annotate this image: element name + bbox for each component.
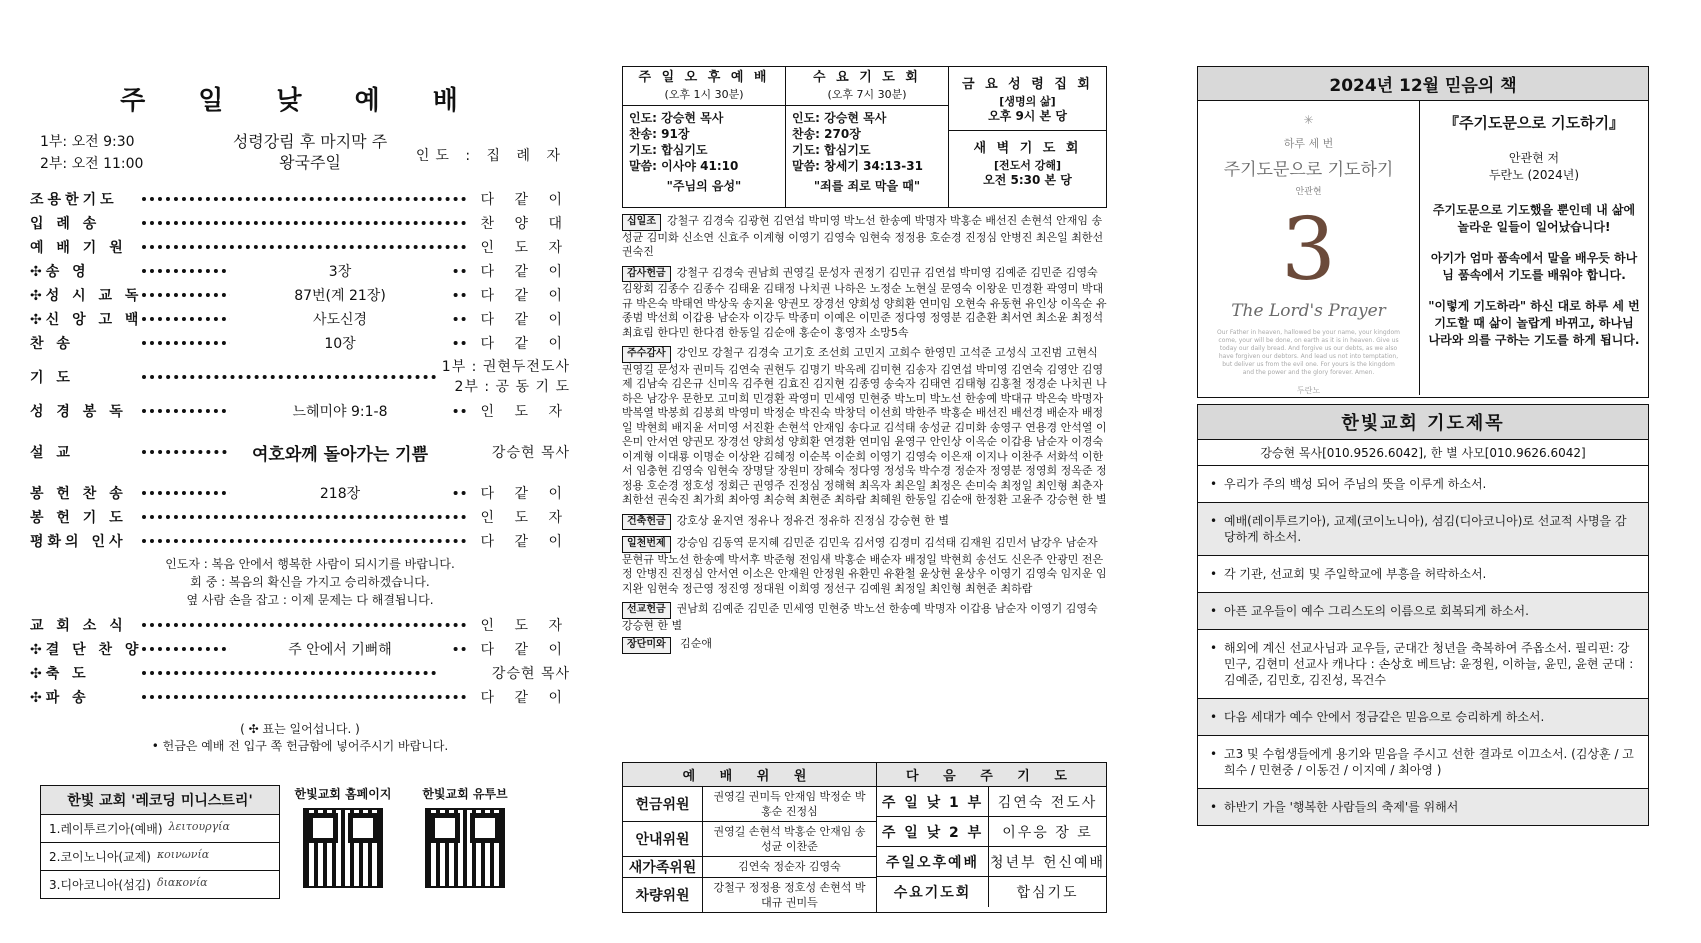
cover-series: 하루 세 번 bbox=[1283, 137, 1334, 150]
order-row-dismiss bbox=[30, 685, 570, 709]
ministry-items bbox=[41, 815, 279, 898]
next-value: 김연숙 전도사 bbox=[997, 794, 1098, 811]
sunday-afternoon-header bbox=[623, 67, 785, 106]
preacher: 강승현 목사 bbox=[491, 445, 570, 461]
order-row bbox=[30, 505, 570, 529]
order-right: 다 같 이 bbox=[480, 264, 570, 280]
peace-greeting bbox=[50, 555, 570, 609]
duty-tables bbox=[622, 762, 1107, 913]
wednesday-details bbox=[786, 106, 948, 198]
detail-leader: 인도: 강승현 목사 bbox=[792, 111, 887, 125]
order-label: 봉 헌 기 도 bbox=[30, 510, 127, 526]
dotted-leader bbox=[142, 245, 466, 249]
dotted-leader bbox=[142, 695, 466, 699]
peace-line-3: 옆 사람 손을 잡고 : 이제 문제는 다 해결됩니다. bbox=[186, 593, 434, 607]
book-description-3: "이렇게 기도하라" 하신 대로 하루 세 번 기도할 때 삶이 놀랍게 바뀌고, 하나님 나라와 의를 구하는 기도를 하게 됩니다. bbox=[1428, 299, 1640, 347]
offering-tag: 십일조 bbox=[622, 214, 661, 231]
offering-names: 강승임 김동역 문지혜 김민준 김민욱 김서영 김경미 김석태 김재원 김민서 남강우 남순자 문현규 박노선 한송예 박서후 박준형 전임새 박홍순 배순자 배정일 박현희 송선도 신은주 안광민 전은정 안병진 진정심 안서연 이소은 안재원 안정원 유환민 유환철 윤상현 윤상우 이영기 김영숙 임지운 임지완 임현숙 정근영 정진영 정대원 이희영 정선구 김예원 최정일 최인형 최현준 최하람 bbox=[622, 536, 1107, 595]
friday-dawn-meetings bbox=[949, 67, 1106, 207]
duty-row bbox=[623, 857, 876, 878]
next-week-prayer-table bbox=[877, 762, 1107, 913]
worship-title: 주 일 낮 예 배 bbox=[120, 86, 480, 116]
order-label: ✣파 송 bbox=[30, 690, 90, 706]
prayer-leader-1: 1부 : 권현두전도사 bbox=[441, 359, 570, 375]
order-row bbox=[30, 211, 570, 235]
order-row-scripture bbox=[30, 399, 570, 423]
dawn-time: 오전 5:30 본 당 bbox=[983, 173, 1072, 187]
offering-tag: 일천번제 bbox=[622, 536, 671, 553]
service-leader: 인도 : 집 례 자 bbox=[415, 148, 566, 164]
prayer-item: • 해외에 계신 선교사님과 교우들, 군대간 청년을 축복하여 주옵소서. 필리핀: 강민구, 김현미 선교사 캐나다 : 손상호 베트남: 윤정원, 이하늘, 윤민, 윤현 군대 : 김예준, 김민호, 김진성, 목건수 bbox=[1198, 630, 1648, 699]
offering-section bbox=[622, 536, 1107, 596]
offering-names: 김순애 bbox=[680, 637, 713, 650]
qr-code-icon[interactable] bbox=[303, 808, 383, 888]
prayer-item: • 우리가 주의 백성 되어 주님의 뜻을 이루게 하소서. bbox=[1198, 466, 1648, 503]
order-label: 기 도 bbox=[30, 370, 74, 386]
next-rows bbox=[877, 787, 1106, 907]
notes bbox=[30, 721, 570, 755]
qr-code-icon[interactable] bbox=[425, 808, 505, 888]
order-label: 예 배 기 원 bbox=[30, 240, 127, 256]
order-label: ✣성 시 교 독 bbox=[30, 288, 143, 304]
offering-section bbox=[622, 602, 1107, 633]
duty-row bbox=[623, 878, 876, 912]
cover-title: 주기도문으로 기도하기 bbox=[1223, 160, 1394, 180]
offering-tag: 건축헌금 bbox=[622, 514, 671, 531]
scripture-reference: 느헤미야 9:1-8 bbox=[230, 401, 450, 421]
order-row-blessing bbox=[30, 661, 570, 685]
cover-english-title: The Lord's Prayer bbox=[1231, 301, 1386, 321]
service-times bbox=[30, 131, 570, 175]
youtube-qr[interactable] bbox=[410, 785, 520, 888]
order-list-3 bbox=[30, 613, 570, 661]
order-label: 조용한기도 bbox=[30, 192, 118, 208]
ministry-item bbox=[41, 843, 279, 871]
detail-hymn: 찬송: 91장 bbox=[629, 127, 690, 141]
next-label: 주 일 낮 1 부 bbox=[877, 787, 989, 816]
order-right: 다 같 이 bbox=[480, 336, 570, 352]
next-value: 청년부 헌신예배 bbox=[989, 854, 1106, 871]
dotted-leader bbox=[142, 515, 466, 519]
next-value: 이우응 장 로 bbox=[1002, 824, 1093, 841]
ministry-item bbox=[41, 871, 279, 898]
order-right: 인 도 자 bbox=[480, 618, 570, 634]
next-label: 주 일 낮 2 부 bbox=[877, 817, 989, 846]
order-row bbox=[30, 235, 570, 259]
cover-author: 안관현 bbox=[1295, 187, 1322, 197]
sunday-afternoon-service bbox=[623, 67, 786, 207]
worship-committee-title: 예 배 위 원 bbox=[623, 763, 876, 787]
offering-names: 강철구 김경숙 김광현 김연섭 박미영 박노선 한송예 박명자 박홍순 배선진 손현석 안재임 송성균 김미화 신소연 신효주 이계형 이영기 김영숙 임현숙 정정용 호순경 진정심 안병진 최은일 최한선 권숙진 bbox=[622, 214, 1104, 258]
next-label: 수요기도회 bbox=[877, 877, 989, 907]
offering-names: 강인모 강철구 김경숙 고기호 조선희 고민지 고희수 한영민 고석준 고성식 고진범 고현식 권영길 문성자 권미득 김연숙 권현두 김명기 박옥례 김미현 김송자 김연섭 박미영 김연숙 김영안 김영제 김남숙 김은규 신미옥 김주현 김효진 김지현 김종영 송숙자 김태연 김태형 김홍철 정경순 나치권 나하은 남강우 문한모 고미희 민경환 곽영미 민세영 민현중 박노미 박노선 한송예 박대규 박은숙 박명자 박복열 박봉희 김봉희 박영미 박정순 박진숙 박창덕 이선희 박한주 박홍순 배선진 배선경 배순자 배정일 박현희 배지윤 서미영 서진환 손현석 안재임 송다교 김석태 송성균 김미화 송영구 연용경 안석열 이은미 안서연 양권모 장경선 양희성 양희환 연경환 연미임 윤영구 안인상 이옥순 이갑용 남순자 이경숙 이계형 이대룡 이명순 이상완 김혜정 이순복 이순희 이영기 김영숙 이은재 이지나 이찬주 서화석 이한서 임충현 김영숙 임현숙 장명달 장원미 장혜숙 정다영 정성욱 박수경 정순자 정영분 정영희 정옥준 정정용 호순경 정호성 정회근 권영주 진정심 정해혁 최옥자 최은일 최정은 손미숙 최정일 최인형 최춘자 최한선 권숙진 최가희 최아영 최승혁 최현준 최하람 최혜원 한동일 김순애 한정환 고윤주 강승현 한 별 bbox=[622, 346, 1107, 506]
duty-label: 헌금위원 bbox=[623, 787, 703, 821]
ministry-greek: διακονία bbox=[156, 876, 208, 889]
next-week-title: 다 음 주 기 도 bbox=[877, 763, 1106, 787]
order-row bbox=[30, 637, 570, 661]
order-detail: 사도신경 bbox=[230, 309, 450, 329]
ministry-label: 2.코이노니아(교제) bbox=[49, 850, 151, 864]
service-time-1: 1부: 오전 9:30 bbox=[40, 134, 135, 150]
prayer-leader-2: 2부 : 공 동 기 도 bbox=[454, 379, 570, 395]
order-right: 다 같 이 bbox=[480, 690, 570, 706]
order-label: ✣송 영 bbox=[30, 264, 90, 280]
pastor-contact: 강승현 목사[010.9526.6042], 한 별 사모[010.9626.6042] bbox=[1198, 439, 1648, 466]
sunday-afternoon-details bbox=[623, 106, 785, 198]
order-label: 교 회 소 식 bbox=[30, 618, 127, 634]
order-row bbox=[30, 187, 570, 211]
order-right: 다 같 이 bbox=[480, 642, 570, 658]
order-row bbox=[30, 259, 570, 283]
order-label: 봉 헌 찬 송 bbox=[30, 486, 127, 502]
friday-subtitle: [생명의 삶] bbox=[999, 95, 1056, 108]
sunday-theme-line1: 성령강림 후 마지막 주 bbox=[232, 132, 388, 151]
next-row bbox=[877, 847, 1106, 877]
order-right: 다 같 이 bbox=[480, 312, 570, 328]
order-label: ✣결 단 찬 양 bbox=[30, 642, 143, 658]
order-row bbox=[30, 331, 570, 355]
offering-tag: 감사헌금 bbox=[622, 266, 671, 283]
order-detail: 218장 bbox=[230, 483, 450, 503]
order-right: 찬 양 대 bbox=[480, 216, 570, 232]
detail-leader: 인도: 강승현 목사 bbox=[629, 111, 724, 125]
ministry-label: 1.레이투르기아(예배) bbox=[49, 822, 163, 836]
book-description-2: 아기가 엄마 품속에서 말을 배우듯 하나님 품속에서 기도를 배워야 합니다. bbox=[1430, 251, 1638, 282]
order-list-2 bbox=[30, 481, 570, 553]
order-detail: 주 안에서 기뻐해 bbox=[230, 639, 450, 659]
cover-publisher: 두란노 bbox=[1296, 386, 1321, 395]
sunday-afternoon-time: (오후 1시 30분) bbox=[664, 88, 744, 101]
order-label: 찬 송 bbox=[30, 336, 74, 352]
dawn-subtitle: [전도서 강해] bbox=[993, 159, 1061, 172]
order-detail: 10장 bbox=[230, 333, 450, 353]
sunday-afternoon-title: 주 일 오 후 예 배 bbox=[638, 70, 770, 85]
standing-note: ( ✣ 표는 일어섭니다. ) bbox=[240, 722, 360, 736]
sunday-theme bbox=[215, 131, 405, 173]
dotted-leader bbox=[142, 221, 466, 225]
ministry-item bbox=[41, 815, 279, 843]
order-label: 성 경 봉 독 bbox=[30, 404, 127, 420]
offering-section bbox=[622, 346, 1107, 508]
prayer-title: 한빛교회 기도제목 bbox=[1198, 405, 1648, 439]
offering-names: 권남희 김예준 김민준 민세영 민현중 박노선 한송예 박명자 이갑용 남순자 이영기 김영숙 강승현 한 별 bbox=[622, 602, 1098, 632]
offering-section bbox=[622, 514, 1107, 531]
book-title: 『주기도문으로 기도하기』 bbox=[1443, 114, 1625, 132]
order-row-sermon bbox=[30, 423, 570, 481]
detail-hymn: 찬송: 270장 bbox=[792, 127, 861, 141]
homepage-qr-label: 한빛교회 홈페이지 bbox=[294, 787, 392, 801]
service-time-2: 2부: 오전 11:00 bbox=[40, 156, 144, 172]
order-detail: 87번(계 21장) bbox=[230, 285, 450, 305]
duty-label: 차량위원 bbox=[623, 878, 703, 912]
order-right: 인 도 자 bbox=[480, 404, 570, 420]
dotted-leader bbox=[142, 671, 436, 675]
detail-scripture: 말씀: 이사야 41:10 bbox=[629, 159, 739, 173]
worship-committee-table bbox=[622, 762, 877, 913]
order-row bbox=[30, 613, 570, 637]
book-publisher: 두란노 (2024년) bbox=[1488, 168, 1580, 182]
duty-rows bbox=[623, 787, 876, 912]
sparkle-icon: ✳ bbox=[1303, 113, 1314, 127]
cover-prayer-text: Our Father in heaven, hallowed be your name, your kingdom come, your will be done, on earth as it is in heaven. Give us today our daily bread. And forgive us our debts, as we also have forgiven our debtors. And lead us not into temptation, but deliver us from the evil one. For yours is the kingdom and the power and the glory forever. Amen. bbox=[1216, 329, 1400, 376]
prayer-topics bbox=[1197, 404, 1649, 826]
recording-ministry-box bbox=[40, 785, 280, 899]
offering-section bbox=[622, 214, 1107, 260]
duty-label: 안내위원 bbox=[623, 822, 703, 856]
duty-row bbox=[623, 787, 876, 822]
dotted-leader bbox=[142, 539, 466, 543]
wednesday-title: 수 요 기 도 회 bbox=[813, 70, 921, 85]
prayer-item: • 고3 및 수험생들에게 용기와 믿음을 주시고 선한 결과로 이끄소서. (김상훈 / 고희수 / 민현중 / 이동건 / 이지예 / 최아영 ) bbox=[1198, 736, 1648, 789]
order-right: 강승현 목사 bbox=[491, 666, 570, 682]
book-info bbox=[1420, 101, 1648, 395]
dotted-leader bbox=[142, 623, 466, 627]
detail-prayer: 기도: 합심기도 bbox=[792, 143, 871, 157]
prayer-leaders bbox=[440, 357, 570, 397]
detail-scripture: 말씀: 창세기 34:13-31 bbox=[792, 159, 923, 173]
order-label: ✣신 앙 고 백 bbox=[30, 312, 143, 328]
next-row bbox=[877, 817, 1106, 847]
book-prayer-column bbox=[1197, 66, 1649, 826]
next-row bbox=[877, 787, 1106, 817]
meetings-offerings-column bbox=[622, 66, 1107, 916]
order-list bbox=[30, 187, 570, 355]
homepage-qr[interactable] bbox=[288, 785, 398, 888]
order-right: 다 같 이 bbox=[480, 534, 570, 550]
divider bbox=[949, 130, 1106, 131]
duty-names: 권영길 손현석 박홍순 안재임 송성균 이찬준 bbox=[713, 825, 866, 853]
next-row bbox=[877, 877, 1106, 907]
order-row bbox=[30, 481, 570, 505]
book-author: 안관현 저 bbox=[1508, 151, 1560, 165]
prayer-items bbox=[1198, 466, 1648, 825]
next-label: 주일오후예배 bbox=[877, 847, 989, 876]
order-label: 설 교 bbox=[30, 445, 74, 461]
duty-label: 새가족위원 bbox=[623, 857, 703, 877]
order-right: 다 같 이 bbox=[480, 486, 570, 502]
wednesday-prayer-meeting bbox=[786, 67, 949, 207]
friday-title: 금 요 성 령 집 회 bbox=[962, 77, 1093, 92]
ministry-label: 3.디아코니아(섬김) bbox=[49, 878, 151, 892]
offering-lists bbox=[622, 214, 1107, 633]
next-value: 합심기도 bbox=[1016, 885, 1079, 901]
order-right: 다 같 이 bbox=[480, 192, 570, 208]
offering-tag: 장단미와 bbox=[622, 637, 671, 654]
prayer-item: • 아픈 교우들이 예수 그리스도의 이름으로 회복되게 하소서. bbox=[1198, 593, 1648, 630]
ministry-greek: κοινωνία bbox=[156, 848, 210, 861]
offering-tag: 선교헌금 bbox=[622, 602, 671, 619]
order-right: 다 같 이 bbox=[480, 288, 570, 304]
book-of-month bbox=[1197, 66, 1649, 398]
offering-note: • 헌금은 예배 전 입구 쪽 헌금함에 넣어주시기 바랍니다. bbox=[151, 739, 449, 753]
order-row bbox=[30, 283, 570, 307]
friday-time: 오후 9시 본 당 bbox=[988, 109, 1067, 123]
order-right: 인 도 자 bbox=[480, 240, 570, 256]
duty-names: 김연숙 정순자 김영숙 bbox=[738, 860, 841, 873]
prayer-item: • 예배(레이투르기아), 교제(코이노니아), 섬김(디아코니아)로 선교적 사명을 감당하게 하소서. bbox=[1198, 503, 1648, 556]
sunday-theme-line2: 왕국주일 bbox=[279, 153, 341, 172]
order-row bbox=[30, 529, 570, 553]
peace-line-1: 인도자 : 복음 안에서 행복한 사람이 되시기를 바랍니다. bbox=[165, 557, 455, 571]
wednesday-header bbox=[786, 67, 948, 106]
dotted-leader bbox=[142, 375, 436, 379]
order-label: 입 례 송 bbox=[30, 216, 101, 232]
ministry-title: 한빛 교회 '레코딩 미니스트리' bbox=[41, 786, 279, 815]
order-row bbox=[30, 307, 570, 331]
offering-section bbox=[622, 266, 1107, 341]
dotted-leader bbox=[142, 197, 466, 201]
sermon-title: "주님의 음성" bbox=[666, 179, 742, 193]
order-label: ✣축 도 bbox=[30, 666, 90, 682]
order-label: 평화의 인사 bbox=[30, 534, 127, 550]
order-right: 인 도 자 bbox=[480, 510, 570, 526]
ministry-greek: λειτουργία bbox=[168, 820, 230, 833]
book-header: 2024년 12월 믿음의 책 bbox=[1198, 67, 1648, 101]
detail-prayer: 기도: 합심기도 bbox=[629, 143, 708, 157]
offering-section-special bbox=[622, 637, 1107, 654]
book-body bbox=[1198, 101, 1648, 395]
peace-line-2: 회 중 : 복음의 확신을 가지고 승리하겠습니다. bbox=[190, 575, 430, 589]
order-detail: 3장 bbox=[230, 261, 450, 281]
book-cover-image bbox=[1198, 101, 1420, 395]
wednesday-time: (오후 7시 30분) bbox=[827, 88, 907, 101]
book-description-1: 주기도문으로 기도했을 뿐인데 내 삶에 놀라운 일들이 일어났습니다! bbox=[1432, 203, 1636, 234]
youtube-qr-label: 한빛교회 유투브 bbox=[422, 787, 508, 801]
offering-tag: 주수감사 bbox=[622, 346, 671, 363]
sermon-title: "죄를 죄로 막을 때" bbox=[813, 179, 921, 193]
cover-number: 3 bbox=[1281, 200, 1336, 300]
worship-order-column bbox=[30, 70, 570, 910]
prayer-item: • 각 기관, 선교회 및 주일학교에 부흥을 허락하소서. bbox=[1198, 556, 1648, 593]
meeting-schedule bbox=[622, 66, 1107, 208]
offering-names: 강호상 윤지연 정유나 정유건 정유하 진정심 강승현 한 별 bbox=[676, 513, 950, 527]
duty-row bbox=[623, 822, 876, 857]
offering-names: 강철구 김경숙 권남희 권영길 문성자 권정기 김민규 김연섭 박미영 김예준 김민준 김영숙 김왕회 김종수 김종수 김태윤 김태정 나치권 나하은 노정순 노현실 문영숙 이왕운 민경환 곽영미 박대규 박은숙 박태연 박상욱 송지윤 양권모 장경선 양희성 양희환 연미임 오현숙 유동현 유인상 이옥순 유종범 박선희 이갑용 남순자 이강두 박종미 이예은 이민준 정다영 정영분 김춘환 최서연 최소윤 최정석 최효림 한다민 한다겸 한동일 김순애 홍순이 홍영자 소망5속 bbox=[622, 265, 1107, 339]
sermon-title: 여호와께 돌아가는 기쁨 bbox=[230, 440, 450, 465]
order-row-prayer bbox=[30, 355, 570, 399]
dawn-title: 새 벽 기 도 회 bbox=[973, 141, 1082, 156]
prayer-item: • 다음 세대가 예수 안에서 정금같은 믿음으로 승리하게 하소서. bbox=[1198, 699, 1648, 736]
duty-names: 강철구 정정용 정호성 손현석 박대규 권미득 bbox=[713, 881, 866, 909]
prayer-item: • 하반기 가을 '행복한 사람들의 축제'를 위해서 bbox=[1198, 789, 1648, 825]
duty-names: 권영길 권미득 안재임 박정순 박홍순 진정심 bbox=[713, 790, 866, 818]
